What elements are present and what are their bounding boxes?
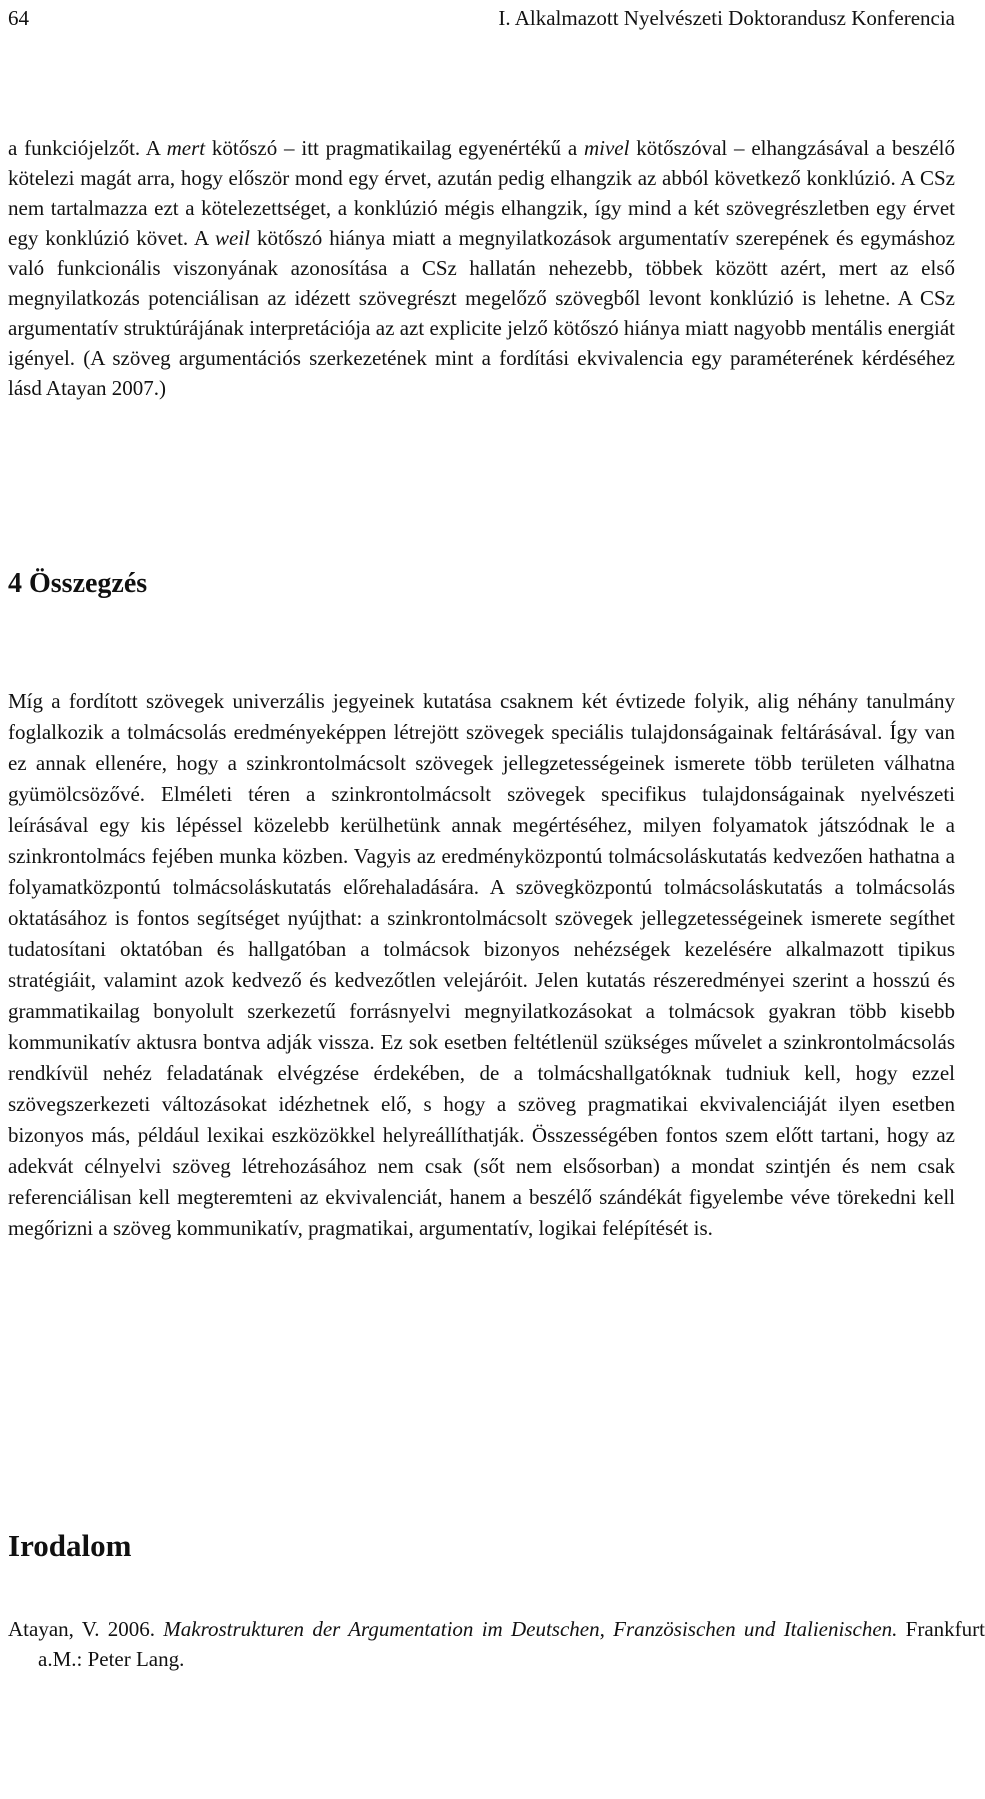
running-title: I. Alkalmazott Nyelvészeti Doktorandusz Konferencia: [498, 6, 955, 30]
page-number: 64: [8, 6, 29, 30]
section-heading-bibliography: Irodalom: [8, 1528, 132, 1563]
body-paragraph-summary: Míg a fordított szövegek univerzális jegyeinek kutatása csaknem két évtizede folyik, alig néhány tanulmány foglalkozik a tolmácsolás eredményeképpen létrejött szövegek speciális tulajdonságainak feltárásával. Így van ez annak ellenére, hogy a szinkrontolmácsolt szövegek jellegzetességeinek ismerete több területen válhatna gyümölcsözővé. Elméleti téren a szinkrontolmácsolt szövegek specifikus tulajdonságainak nyelvészeti leírásával egy kis lépéssel közelebb kerülhetünk annak megértéséhez, milyen folyamatok játszódnak le a szinkrontolmács fejében munka közben. Vagyis az eredményközpontú tolmácsoláskutatás kedvezően hathatna a folyamatközpontú tolmácsoláskutatás előrehaladására. A szövegközpontú tolmácsoláskutatás a tolmácsolás oktatásához is fontos segítséget nyújthat: a szinkrontolmácsolt szövegek jellegzetességeinek ismerete segíthet tudatosítani oktatóban és hallgatóban a tolmácsok bizonyos nehézségek kezelésére alkalmazott tipikus stratégiáit, valamint azok kedvező és kedvezőtlen velejáróit. Jelen kutatás részeredményei szerint a hosszú és grammatikailag bonyolult szerkezetű forrásnyelvi megnyilatkozásokat a tolmácsok gyakran több kisebb kommunikatív aktusra bontva adják vissza. Ez sok esetben feltétlenül szükséges művelet a szinkrontolmácsolás rendkívül nehéz feladatának elvégzése érdekében, de a tolmácshallgatóknak tudniuk kell, hogy ezzel szövegszerkezeti változásokat idézhetnek elő, s hogy a szöveg pragmatikai ekvivalenciáját ilyen esetben bizonyos más, például lexikai eszközökkel helyreállíthatják. Összességében fontos szem előtt tartani, hogy az adekvát célnyelvi szöveg létrehozásához nem csak (sőt nem elsősorban) a mondat szintjén és nem csak referenciálisan kell megteremteni az ekvivalenciát, hanem a beszélő szándékát figyelembe véve törekedni kell megőrizni a szöveg kommunikatív, pragmatikai, argumentatív, logikai felépítését is.: [8, 689, 955, 1240]
italic-term-mert: mert: [166, 136, 206, 160]
section-heading-summary: 4 Összegzés: [8, 568, 148, 599]
reference-title: Makrostrukturen der Argumentation im Deutschen, Französischen und Italienischen.: [163, 1617, 898, 1641]
italic-term-mivel: mivel: [583, 136, 630, 160]
reference-publisher: Frankfurt a.M.: Peter Lang.: [38, 1617, 985, 1671]
italic-term-weil: weil: [214, 226, 250, 250]
reference-author-year: Atayan, V. 2006.: [8, 1617, 164, 1641]
body-paragraph-argumentation: a funkciójelzőt. A mert kötőszó – itt pragmatikailag egyenértékű a mivel kötőszóval – elhangzásával a beszélő kötelezi magát arra, hogy először mond egy érvet, azután pedig elhangzik az abból következő konklúzió. A CSz nem tartalmazza ezt a kötelezettséget, a konklúzió mégis elhangzik, így mind a két szövegrészletben egy érvet egy konklúzió követ. A weil kötőszó hiánya miatt a megnyilatkozások argumentatív szerepének és egymáshoz való funkcionális viszonyának azonosítása a CSz hallatán nehezebb, többek között azért, mert az első megnyilatkozás potenciálisan az idézett szövegrészt megelőző szövegből levont konklúzió is lehetne. A CSz argumentatív struktúrájának interpretációja az azt explicite jelző kötőszó hiánya miatt nagyobb mentális energiát igényel. (A szöveg argumentációs szerkezetének mint a fordítási ekvivalencia egy paraméterének kérdéséhez lásd Atayan 2007.): [8, 136, 955, 400]
bibliography-entry: [8, 1614, 985, 1674]
